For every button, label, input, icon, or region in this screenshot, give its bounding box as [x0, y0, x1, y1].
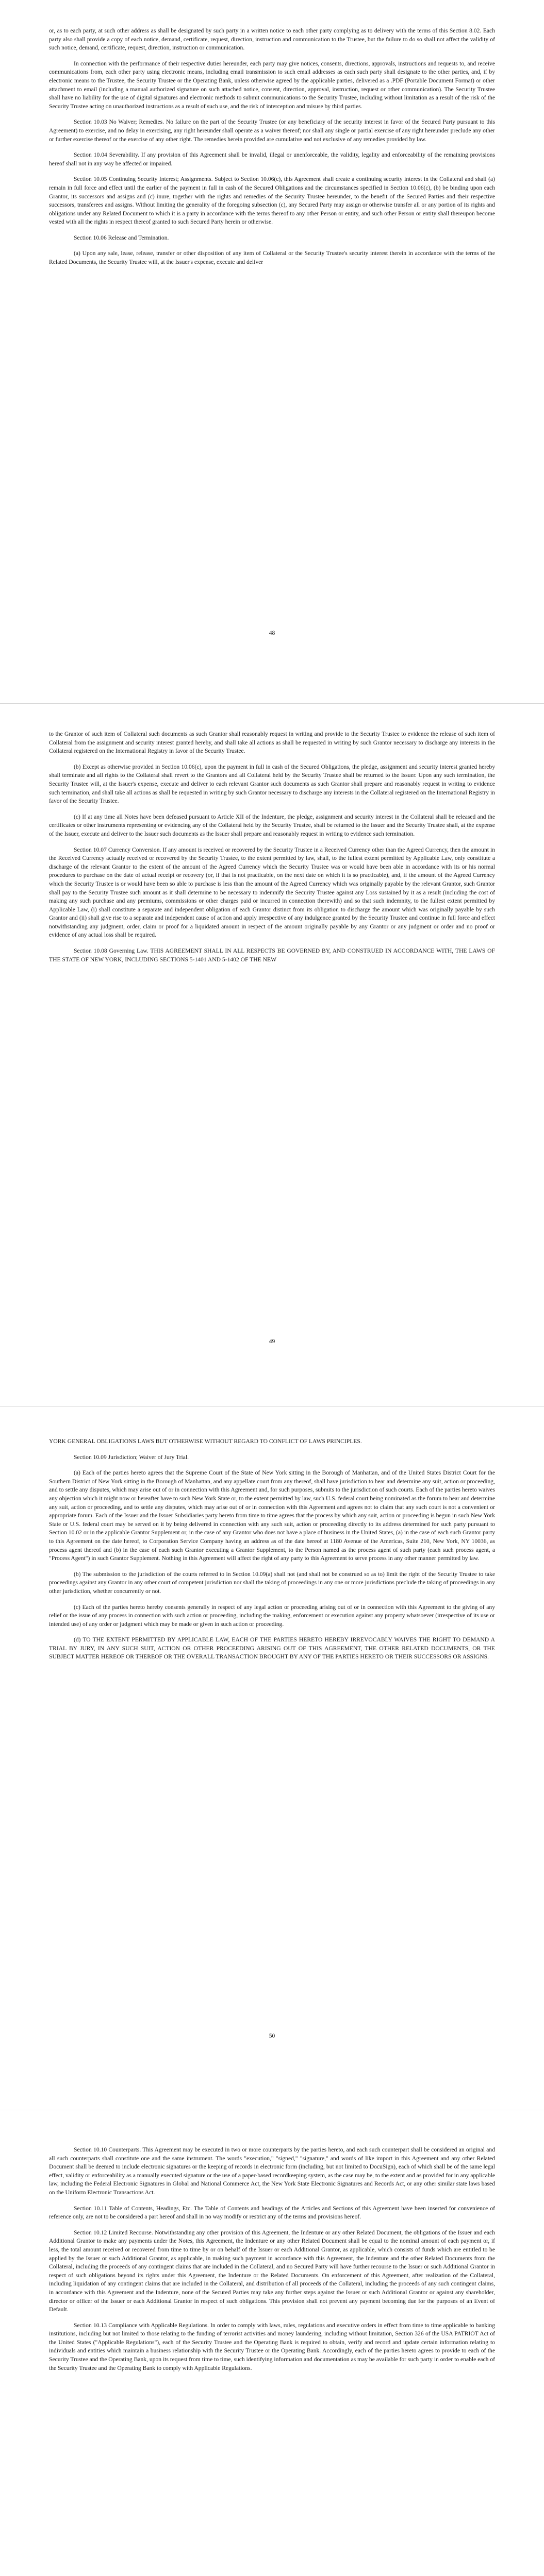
paragraph: or, as to each party, at such other address as shall be designated by such party in a written notice to each other party complying as to delivery with the terms of this Section 8.02. Each party also shall provide a copy of each notice, demand, certificate, request, direction, instruction and communication to the Trustee, but the failure to do so shall not affect the validity of such notice, demand, certificate, request, direction, instruction or communication.	[49, 27, 495, 52]
page-body	[49, 1437, 495, 1669]
section-10-05-paragraph: Section 10.05 Continuing Security Interest; Assignments. Subject to Section 10.06(c), this Agreement shall create a continuing security interest in the Collateral and shall (a) remain in full force and effect until the earlier of the payment in full in cash of the Secured Obligations and the circumstances specified in Section 10.06(c), (b) be binding upon each Grantor, its successors and assigns and (c) inure, together with the rights and remedies of the Security Trustee hereunder, to the benefit of the Secured Parties and their respective successors, transferees and assigns. Without limiting the generality of the foregoing subsection (c), any Secured Party may assign or otherwise transfer all or any portion of its rights and obligations under any Related Document to which it is a party in accordance with the terms thereof to any other Person or entity, and such other Person or entity shall thereupon become vested with all the rights in respect thereof granted to such Secured Party herein or otherwise.	[49, 176, 495, 226]
paragraph: In connection with the performance of their respective duties hereunder, each party may give notices, consents, directions, approvals, instructions and requests to, and receive communications from, each other party using electronic means, including email transmission to such email addresses as each such party shall designate to the other parties, and, if by electronic means to the Trustee, the Security Trustee or the Operating Bank, unless otherwise agreed by the applicable parties, delivered as a .PDF (Portable Document Format) or other attachment to email (including a manual authorized signature on such attached notice, consent, direction, approval, instruction, request or other communication). The Security Trustee shall have no liability for the use of digital signatures and electronic methods to submit communications to the Security Trustee, including without limitation as a result of the risk of the Security Trustee acting on unauthorized instructions as a result of such use, and the risk of interception and misuse by third parties.	[49, 60, 495, 110]
section-10-09-heading: Section 10.09 Jurisdiction; Waiver of Jury Trial.	[74, 1453, 189, 1461]
page-body	[49, 27, 495, 274]
section-10-12-paragraph: Section 10.12 Limited Recourse. Notwithstanding any other provision of this Agreement, the Indenture or any other Related Document, the obligations of the Issuer and each Additional Grantor to make any payments under the Notes, this Agreement, the Indenture or any other Related Document shall be equal to the nominal amount of each payment or, if less, the total amount received or recovered from time to time by or on behalf of the Issuer or each Additional Grantor, as applicable, which consists of funds which are entitled to be applied by the Issuer or such Additional Grantor, as applicable, in making such payment in accordance with this Agreement, the Indenture and the other Related Documents from the Collateral, including the proceeds of any contingent claims that are included in the Collateral, and no Secured Party will have further recourse to the Issuer or such Additional Grantor in respect of such obligations beyond its rights under this Agreement, the Indenture or the Related Documents. On enforcement of this Agreement, after realization of the Collateral, including liquidation of any contingent claims that are included in the Collateral, and distribution of all proceeds of the Collateral, including the proceeds of any such contingent claims, in accordance with this Agreement and the Indenture, none of the Secured Parties may take any further steps against the Issuer or such Additional Grantor or against any shareholder, director or officer of the Issuer or each Additional Grantor in respect of such obligations. This provision shall not prevent any payment becoming due for the purposes of an Event of Default.	[49, 2229, 495, 2313]
document-page	[0, 703, 544, 1406]
section-10-03-paragraph: Section 10.03 No Waiver; Remedies. No failure on the part of the Security Trustee (or any beneficiary of the security interest in favor of the Secured Party pursuant to this Agreement) to exercise, and no delay in exercising, any right hereunder shall operate as a waiver thereof; nor shall any single or partial exercise of any right hereunder preclude any other or further exercise thereof or the exercise of any other right. The remedies herein provided are cumulative and not exclusive of any remedies provided by law.	[49, 118, 495, 143]
paragraph: (c) If at any time all Notes have been defeased pursuant to Article XII of the Indenture, the pledge, assignment and security interest in the Collateral shall be released and the certificates or other instruments representing or evidencing any of the Collateral held by the Security Trustee, shall be returned to the Issuer and the Security Trustee shall, at the expense of the Issuer, execute and deliver to the Issuer such documents as the Issuer shall prepare and reasonably request in writing to evidence such termination.	[49, 813, 495, 837]
document-page	[0, 0, 544, 703]
page-number: 50	[269, 2032, 275, 2039]
page-number: 48	[269, 630, 275, 636]
section-10-10-paragraph: Section 10.10 Counterparts. This Agreement may be executed in two or more counterparts by the parties hereto, and each such counterpart shall be considered an original and all such counterparts shall constitute one and the same instrument. The words "execution," "signed," "signature," and words of like import in this Agreement and any other Related Document shall be deemed to include electronic signatures or the keeping of records in electronic form (including, but not limited to DocuSign), each of which shall be of the same legal effect, validity or enforceability as a manually executed signature or the use of a paper-based recordkeeping system, as the case may be, to the extent and as provided for in any applicable law, including the Federal Electronic Signatures in Global and National Commerce Act, the New York State Electronic Signatures and Records Act, or any other similar state laws based on the Uniform Electronic Transactions Act.	[49, 2146, 495, 2196]
section-10-07-paragraph: Section 10.07 Currency Conversion. If any amount is received or recovered by the Security Trustee in a Received Currency other than the Agreed Currency, then the amount in the Received Currency actually received or recovered by the Security Trustee, to the extent permitted by law, shall, to the fullest extent permitted by Applicable Law, only constitute a discharge of the relevant Grantor to the extent of the amount of the Agreed Currency which the Security Trustee was or would have been able in accordance with its or his normal procedures to purchase on the date of actual receipt or recovery (or, if that is not practicable, on the next date on which it is so practicable), and, if the amount of the Agreed Currency which the Security Trustee is or would have been so able to purchase is less than the amount of the Agreed Currency which was originally payable by the relevant Grantor, such Grantor shall pay to the Security Trustee such amount as it shall determine to be necessary to indemnify the Security Trustee against any Loss sustained by it as a result (including the cost of making any such purchase and any premiums, commissions or other charges paid or incurred in connection therewith) and so that such indemnity, to the fullest extent permitted by Applicable Law, (i) shall constitute a separate and independent obligation of each Grantor distinct from its obligation to discharge the amount which was originally payable by such Grantor and (ii) shall give rise to a separate and independent cause of action and apply irrespective of any indulgence granted by the Security Trustee and continue in full force and effect notwithstanding any judgment, order, claim or proof for a liquidated amount in respect of the amount originally payable by any Grantor or any judgment or order and no proof or evidence of any actual loss shall be required.	[49, 846, 495, 939]
paragraph: (b) Except as otherwise provided in Section 10.06(c), upon the payment in full in cash of the Secured Obligations, the pledge, assignment and security interest granted hereby shall terminate and all rights to the Collateral shall revert to the Grantors and all Collateral held by the Security Trustee shall be returned to the Issuer. Upon any such termination, the Security Trustee will, at the Issuer's expense, execute and deliver to each relevant Grantor such documents as such Grantor shall prepare and reasonably request in writing to evidence such termination, and shall take all actions as shall be requested in writing by such Grantor necessary to discharge any interests in the Collateral registered on the International Registry in favor of the Security Trustee.	[49, 763, 495, 805]
document-page	[0, 2110, 544, 2576]
page-number: 49	[269, 1338, 275, 1345]
section-10-13-paragraph: Section 10.13 Compliance with Applicable Regulations. In order to comply with laws, rules, regulations and executive orders in effect from time to time applicable to banking institutions, including but not limited to those relating to the funding of terrorist activities and money laundering, including without limitation, Section 326 of the USA PATRIOT Act of the United States ("Applicable Regulations"), each of the Security Trustee and the Operating Bank is required to obtain, verify and record and update certain information relating to individuals and entities which maintain a business relationship with the Security Trustee or the Operating Bank. Accordingly, each of the parties hereto agrees to provide to each of the Security Trustee and the Operating Bank, upon its request from time to time, such identifying information and documentation as may be available for such party in order to enable each of the Security Trustee and the Operating Bank to comply with Applicable Regulations.	[49, 2321, 495, 2371]
section-10-04-paragraph: Section 10.04 Severability. If any provision of this Agreement shall be invalid, illegal or unenforceable, the validity, legality and enforceability of the remaining provisions hereof shall not in any way be affected or impaired.	[49, 151, 495, 167]
paragraph: (c) Each of the parties hereto hereby consents generally in respect of any legal action or proceeding arising out of or in connection with this Agreement to the giving of any relief or the issue of any process in connection with such action or proceeding, including the making, enforcement or execution against any property whatsoever (irrespective of its use or intended use) of any order or judgment which may be made or given in such action or proceeding.	[49, 1603, 495, 1628]
page-body	[49, 2146, 495, 2380]
paragraph: (a) Upon any sale, lease, release, transfer or other disposition of any item of Collateral or the Security Trustee's security interest therein in accordance with the terms of the Related Documents, the Security Trustee will, at the Issuer's expense, execute and deliver	[49, 250, 495, 266]
paragraph: (a) Each of the parties hereto agrees that the Supreme Court of the State of New York sitting in the Borough of Manhattan, and of the United States District Court for the Southern District of New York sitting in the Borough of Manhattan, and any appellate court from any thereof, shall have jurisdiction to hear and determine any suit, action or proceeding, and to settle any disputes, which may arise out of or in connection with this Agreement and, for such purposes, submits to the jurisdiction of such courts. Each of the parties hereto waives any objection which it might now or hereafter have to such New York State or, to the extent permitted by law, such U.S. federal court being nominated as the forum to hear and determine any suit, action or proceeding, and to settle any disputes, which may arise out of or in connection with this Agreement and agrees not to claim that any such court is not a convenient or appropriate forum. Each of the Issuer and the Issuer Subsidiaries party hereto from time to time agrees that the process by which any suit, action or proceeding is begun in such New York State or U.S. federal court may be served on it by being delivered in connection with any such suit, action or proceeding directly to its address determined for such party pursuant to Section 10.02 or in the applicable Grantor Supplement or, in the case of any Grantor who does not have a place of business in the United States, (a) in the case of each such Grantor party to this Agreement on the date hereof, to Corporation Service Company having an address as of the date hereof at 1180 Avenue of the Americas, Suite 210, New York, NY 10036, as process agent thereof and (b) in the case of each such Grantor executing a Grantor Supplement, to the Person named as the process agent of such party (each such process agent, a "Process Agent") in such Grantor Supplement. Nothing in this Agreement will affect the right of any party to this Agreement to serve process in any other manner permitted by law.	[49, 1469, 495, 1562]
paragraph: YORK GENERAL OBLIGATIONS LAWS BUT OTHERWISE WITHOUT REGARD TO CONFLICT OF LAWS PRINCIPLES.	[49, 1438, 362, 1445]
section-10-08-paragraph: Section 10.08 Governing Law. THIS AGREEMENT SHALL IN ALL RESPECTS BE GOVERNED BY, AND CONSTRUED IN ACCORDANCE WITH, THE LAWS OF THE STATE OF NEW YORK, INCLUDING SECTIONS 5-1401 AND 5-1402 OF THE NEW	[49, 947, 495, 963]
section-10-11-paragraph: Section 10.11 Table of Contents, Headings, Etc. The Table of Contents and headings of the Articles and Sections of this Agreement have been inserted for convenience of reference only, are not to be considered a part hereof and shall in no way modify or restrict any of the terms and provisions hereof.	[49, 2205, 495, 2221]
document-page	[0, 1406, 544, 2110]
paragraph: to the Grantor of such item of Collateral such documents as such Grantor shall reasonably request in writing and provide to the Security Trustee to evidence the release of such item of Collateral from the assignment and security interest granted hereby, and shall take all actions as shall be requested in writing by such Grantor necessary to discharge any interests in the Collateral registered on the International Registry in favor of the Security Trustee.	[49, 731, 495, 755]
section-10-06-heading: Section 10.06 Release and Termination.	[74, 234, 169, 241]
page-body	[49, 730, 495, 971]
paragraph: (d) TO THE EXTENT PERMITTED BY APPLICABLE LAW, EACH OF THE PARTIES HERETO HEREBY IRREVOCABLY WAIVES THE RIGHT TO DEMAND A TRIAL BY JURY, IN ANY SUCH SUIT, ACTION OR OTHER PROCEEDING ARISING OUT OF THIS AGREEMENT, THE OTHER RELATED DOCUMENTS, OR THE SUBJECT MATTER HEREOF OR THEREOF OR THE OVERALL TRANSACTION BROUGHT BY ANY OF THE PARTIES HERETO OR THEIR SUCCESSORS OR ASSIGNS.	[49, 1636, 495, 1660]
paragraph: (b) The submission to the jurisdiction of the courts referred to in Section 10.09(a) shall not (and shall not be construed so as to) limit the right of the Security Trustee to take proceedings against any Grantor in any other court of competent jurisdiction nor shall the taking of proceedings in any one or more jurisdictions preclude the taking of proceedings in any other jurisdiction, whether concurrently or not.	[49, 1570, 495, 1595]
